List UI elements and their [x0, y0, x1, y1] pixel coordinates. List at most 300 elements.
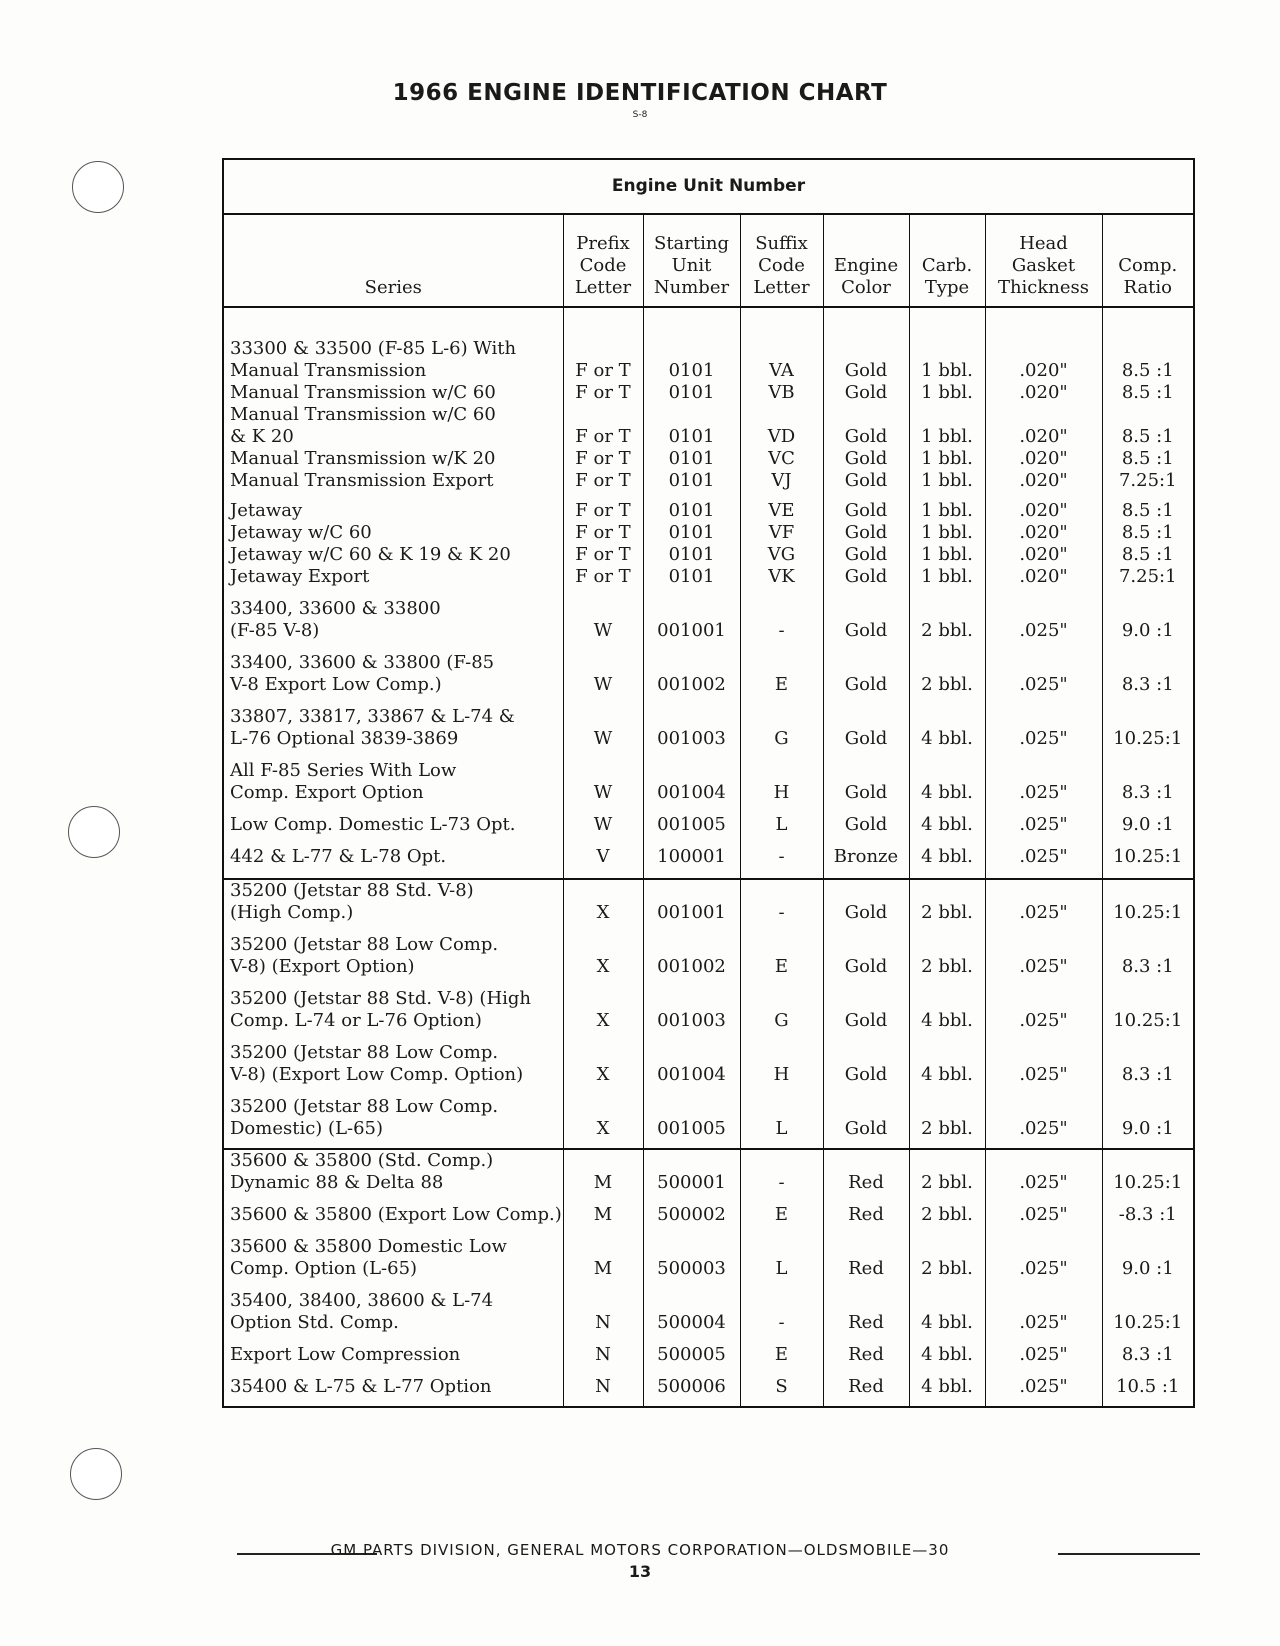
- series-line: Comp. Export Option: [230, 782, 424, 803]
- cell-value: [741, 1290, 823, 1312]
- cell-value: X: [596, 956, 610, 977]
- cell-comp-ratio: [1102, 598, 1193, 652]
- table-row: [224, 879, 1193, 934]
- cell-value: VA: [769, 360, 794, 381]
- series-line: Domestic) (L-65): [230, 1118, 384, 1139]
- cell-value: Bronze: [833, 846, 899, 867]
- series-line: Jetaway w/C 60: [230, 522, 372, 543]
- cell-engine-color: [823, 448, 909, 470]
- cell-suffix-code-letter: [740, 1376, 823, 1406]
- cell-value: [986, 598, 1102, 620]
- cell-value: V: [596, 846, 610, 867]
- series-line: Jetaway Export: [230, 566, 370, 587]
- cell-value: .020": [1019, 544, 1068, 565]
- cell-value: 001005: [657, 1118, 726, 1139]
- page-number: 13: [628, 1562, 652, 1581]
- cell-value: Gold: [844, 620, 888, 641]
- cell-comp-ratio: [1102, 500, 1193, 522]
- cell-engine-color: [823, 934, 909, 988]
- cell-value: 001004: [657, 782, 726, 803]
- cell-value: F or T: [575, 522, 631, 543]
- cell-carb-type: [909, 307, 985, 360]
- cell-carb-type: [909, 879, 985, 934]
- cell-carb-type: [909, 1290, 985, 1344]
- table-row: [224, 760, 1193, 814]
- cell-prefix-code-letter: [563, 598, 643, 652]
- cell-value: F or T: [575, 426, 631, 447]
- cell-suffix-code-letter: [740, 814, 823, 846]
- cell-value: [644, 1042, 740, 1064]
- cell-value: L: [775, 1118, 788, 1139]
- cell-starting-unit-number: [643, 360, 740, 382]
- table-row: [224, 1376, 1193, 1406]
- series-line: Jetaway w/C 60 & K 19 & K 20: [230, 544, 511, 565]
- cell-value: [910, 1290, 985, 1312]
- cell-value: [910, 988, 985, 1010]
- cell-starting-unit-number: [643, 934, 740, 988]
- cell-value: VF: [768, 522, 795, 543]
- series-line: 442 & L-77 & L-78 Opt.: [230, 846, 447, 867]
- page-title: 1966 ENGINE IDENTIFICATION CHART: [392, 80, 888, 106]
- cell-value: [644, 404, 740, 426]
- cell-suffix-code-letter: [740, 760, 823, 814]
- cell-carb-type: [909, 448, 985, 470]
- series-line: & K 20: [230, 426, 294, 447]
- cell-suffix-code-letter: [740, 500, 823, 522]
- cell-value: 8.5 :1: [1121, 448, 1174, 469]
- cell-value: 8.5 :1: [1121, 382, 1174, 403]
- cell-value: -: [778, 1312, 785, 1333]
- cell-value: [741, 1150, 823, 1172]
- cell-carb-type: [909, 1042, 985, 1096]
- cell-engine-color: [823, 1149, 909, 1204]
- cell-value: VJ: [771, 470, 792, 491]
- cell-value: [986, 404, 1102, 426]
- cell-carb-type: [909, 706, 985, 760]
- cell-value: 2 bbl.: [921, 1172, 973, 1193]
- cell-starting-unit-number: [643, 988, 740, 1042]
- cell-head-gasket-thickness: [985, 500, 1102, 522]
- cell-value: 0101: [668, 470, 715, 491]
- cell-value: 2 bbl.: [921, 902, 973, 923]
- cell-value: 10.25:1: [1113, 1312, 1183, 1333]
- cell-value: F or T: [575, 566, 631, 587]
- cell-suffix-code-letter: [740, 307, 823, 360]
- cell-starting-unit-number: [643, 404, 740, 448]
- cell-series: [224, 360, 563, 382]
- cell-engine-color: [823, 760, 909, 814]
- table-row: [224, 382, 1193, 404]
- cell-value: [824, 1236, 909, 1258]
- cell-series: [224, 1042, 563, 1096]
- cell-value: .020": [1019, 382, 1068, 403]
- series-line: 35200 (Jetstar 88 Std. V-8) (High: [230, 988, 532, 1009]
- cell-prefix-code-letter: [563, 814, 643, 846]
- cell-value: 1 bbl.: [921, 360, 973, 381]
- cell-prefix-code-letter: [563, 382, 643, 404]
- cell-prefix-code-letter: [563, 879, 643, 934]
- cell-prefix-code-letter: [563, 1344, 643, 1376]
- cell-value: [824, 404, 909, 426]
- cell-series: [224, 1290, 563, 1344]
- table-row: [224, 500, 1193, 522]
- cell-value: [564, 652, 643, 674]
- cell-head-gasket-thickness: [985, 598, 1102, 652]
- cell-value: 4 bbl.: [921, 814, 973, 835]
- cell-engine-color: [823, 307, 909, 360]
- cell-head-gasket-thickness: [985, 448, 1102, 470]
- cell-value: [564, 1042, 643, 1064]
- cell-comp-ratio: [1102, 404, 1193, 448]
- cell-value: [824, 1042, 909, 1064]
- cell-series: [224, 566, 563, 598]
- cell-value: [824, 598, 909, 620]
- series-line: (F-85 V-8): [230, 620, 320, 641]
- cell-prefix-code-letter: [563, 706, 643, 760]
- cell-carb-type: [909, 470, 985, 500]
- cell-value: .025": [1019, 956, 1068, 977]
- cell-carb-type: [909, 934, 985, 988]
- cell-value: [824, 880, 909, 902]
- cell-suffix-code-letter: [740, 360, 823, 382]
- cell-value: [564, 1150, 643, 1172]
- cell-value: X: [596, 902, 610, 923]
- column-header-prefix-code-letter: [563, 215, 643, 307]
- cell-suffix-code-letter: [740, 1290, 823, 1344]
- cell-value: E: [774, 956, 789, 977]
- engine-identification-table: [222, 158, 1195, 1408]
- cell-comp-ratio: [1102, 1096, 1193, 1149]
- cell-comp-ratio: [1102, 1236, 1193, 1290]
- cell-engine-color: [823, 500, 909, 522]
- series-line: Manual Transmission: [230, 360, 427, 381]
- series-line: 35400, 38400, 38600 & L-74: [230, 1290, 494, 1311]
- cell-value: 1 bbl.: [921, 382, 973, 403]
- cell-prefix-code-letter: [563, 1042, 643, 1096]
- engine-table: [224, 215, 1193, 1406]
- cell-engine-color: [823, 846, 909, 879]
- cell-engine-color: [823, 814, 909, 846]
- cell-head-gasket-thickness: [985, 1204, 1102, 1236]
- column-header-carb-type: [909, 215, 985, 307]
- cell-starting-unit-number: [643, 566, 740, 598]
- cell-carb-type: [909, 500, 985, 522]
- cell-head-gasket-thickness: [985, 879, 1102, 934]
- cell-value: [741, 598, 823, 620]
- cell-prefix-code-letter: [563, 652, 643, 706]
- cell-value: 2 bbl.: [921, 956, 973, 977]
- cell-head-gasket-thickness: [985, 1149, 1102, 1204]
- column-header-line: Ratio: [1123, 277, 1173, 298]
- cell-series: [224, 1236, 563, 1290]
- cell-value: [1103, 1096, 1194, 1118]
- cell-comp-ratio: [1102, 382, 1193, 404]
- cell-starting-unit-number: [643, 522, 740, 544]
- cell-value: Gold: [844, 426, 888, 447]
- cell-comp-ratio: [1102, 814, 1193, 846]
- table-row: [224, 598, 1193, 652]
- cell-value: 8.5 :1: [1121, 500, 1174, 521]
- column-header-line: Prefix: [576, 233, 630, 254]
- cell-engine-color: [823, 652, 909, 706]
- cell-engine-color: [823, 360, 909, 382]
- cell-value: N: [595, 1344, 611, 1365]
- cell-value: [644, 1236, 740, 1258]
- cell-starting-unit-number: [643, 500, 740, 522]
- cell-value: 500004: [657, 1312, 726, 1333]
- cell-value: [564, 760, 643, 782]
- cell-value: [910, 1096, 985, 1118]
- cell-value: 500001: [657, 1172, 726, 1193]
- cell-value: .020": [1019, 360, 1068, 381]
- cell-value: Gold: [844, 522, 888, 543]
- cell-value: [1103, 598, 1194, 620]
- cell-carb-type: [909, 522, 985, 544]
- cell-value: Gold: [844, 1010, 888, 1031]
- cell-value: -: [778, 902, 785, 923]
- series-line: 35400 & L-75 & L-77 Option: [230, 1376, 492, 1397]
- cell-head-gasket-thickness: [985, 1376, 1102, 1406]
- cell-value: M: [593, 1204, 613, 1225]
- cell-value: 7.25:1: [1118, 470, 1177, 491]
- cell-series: [224, 544, 563, 566]
- cell-value: [741, 706, 823, 728]
- cell-value: N: [595, 1312, 611, 1333]
- series-line: All F-85 Series With Low: [230, 760, 457, 781]
- table-row: [224, 566, 1193, 598]
- cell-comp-ratio: [1102, 1149, 1193, 1204]
- cell-value: 0101: [668, 522, 715, 543]
- cell-value: Gold: [844, 814, 888, 835]
- table-row: [224, 814, 1193, 846]
- cell-starting-unit-number: [643, 846, 740, 879]
- cell-value: .020": [1019, 448, 1068, 469]
- cell-prefix-code-letter: [563, 1236, 643, 1290]
- cell-value: .025": [1019, 782, 1068, 803]
- table-row: [224, 522, 1193, 544]
- cell-prefix-code-letter: [563, 1096, 643, 1149]
- series-line: Export Low Compression: [230, 1344, 461, 1365]
- cell-value: .025": [1019, 1312, 1068, 1333]
- cell-suffix-code-letter: [740, 598, 823, 652]
- cell-starting-unit-number: [643, 1344, 740, 1376]
- cell-value: 8.3 :1: [1121, 956, 1174, 977]
- cell-value: .020": [1019, 470, 1068, 491]
- cell-carb-type: [909, 544, 985, 566]
- binder-hole-top: [72, 161, 124, 213]
- column-header-row: [224, 215, 1193, 307]
- cell-head-gasket-thickness: [985, 360, 1102, 382]
- cell-value: [644, 1290, 740, 1312]
- column-header-line: Code: [579, 255, 627, 276]
- cell-value: [741, 988, 823, 1010]
- cell-suffix-code-letter: [740, 652, 823, 706]
- cell-carb-type: [909, 404, 985, 448]
- cell-engine-color: [823, 1204, 909, 1236]
- cell-value: -8.3 :1: [1118, 1204, 1177, 1225]
- cell-value: Gold: [844, 382, 888, 403]
- cell-starting-unit-number: [643, 1204, 740, 1236]
- series-line: Low Comp. Domestic L-73 Opt.: [230, 814, 516, 835]
- cell-value: W: [593, 620, 613, 641]
- cell-value: Red: [848, 1376, 884, 1397]
- column-header-line: Engine: [833, 255, 899, 276]
- cell-value: 4 bbl.: [921, 1064, 973, 1085]
- cell-value: [564, 934, 643, 956]
- column-header-line: Letter: [753, 277, 810, 298]
- cell-value: 001002: [657, 674, 726, 695]
- table-row: [224, 988, 1193, 1042]
- cell-value: [986, 880, 1102, 902]
- cell-starting-unit-number: [643, 760, 740, 814]
- column-header-line: Unit: [671, 255, 712, 276]
- column-header-line: Suffix: [755, 233, 808, 254]
- table-row: [224, 404, 1193, 448]
- cell-value: 4 bbl.: [921, 846, 973, 867]
- cell-value: .025": [1019, 1344, 1068, 1365]
- cell-value: F or T: [575, 470, 631, 491]
- cell-value: [986, 652, 1102, 674]
- cell-prefix-code-letter: [563, 1204, 643, 1236]
- cell-series: [224, 500, 563, 522]
- table-row: [224, 1290, 1193, 1344]
- cell-comp-ratio: [1102, 988, 1193, 1042]
- cell-prefix-code-letter: [563, 522, 643, 544]
- cell-value: 8.3 :1: [1121, 782, 1174, 803]
- cell-suffix-code-letter: [740, 1236, 823, 1290]
- cell-value: .020": [1019, 426, 1068, 447]
- cell-value: [824, 706, 909, 728]
- cell-prefix-code-letter: [563, 1290, 643, 1344]
- cell-value: 4 bbl.: [921, 1312, 973, 1333]
- cell-value: 1 bbl.: [921, 470, 973, 491]
- cell-value: [1103, 1290, 1194, 1312]
- cell-value: VC: [768, 448, 795, 469]
- cell-starting-unit-number: [643, 598, 740, 652]
- cell-value: Gold: [844, 448, 888, 469]
- cell-carb-type: [909, 1344, 985, 1376]
- cell-value: W: [593, 728, 613, 749]
- cell-value: [644, 880, 740, 902]
- series-line: 35200 (Jetstar 88 Std. V-8): [230, 880, 474, 901]
- cell-value: 1 bbl.: [921, 500, 973, 521]
- cell-series: [224, 522, 563, 544]
- cell-value: Gold: [844, 470, 888, 491]
- series-line: V-8) (Export Low Comp. Option): [230, 1064, 524, 1085]
- table-row: [224, 652, 1193, 706]
- cell-value: [910, 706, 985, 728]
- cell-series: [224, 706, 563, 760]
- cell-series: [224, 934, 563, 988]
- cell-value: 1 bbl.: [921, 544, 973, 565]
- series-line: 35600 & 35800 Domestic Low: [230, 1236, 507, 1257]
- cell-value: [910, 1236, 985, 1258]
- cell-engine-color: [823, 544, 909, 566]
- cell-series: [224, 598, 563, 652]
- cell-engine-color: [823, 1290, 909, 1344]
- cell-value: [741, 652, 823, 674]
- cell-value: 4 bbl.: [921, 782, 973, 803]
- cell-engine-color: [823, 1096, 909, 1149]
- series-line: 33300 & 33500 (F-85 L-6) With: [230, 338, 517, 359]
- cell-comp-ratio: [1102, 448, 1193, 470]
- cell-series: [224, 382, 563, 404]
- cell-value: 8.3 :1: [1121, 1064, 1174, 1085]
- cell-value: [986, 988, 1102, 1010]
- cell-value: [986, 1150, 1102, 1172]
- cell-starting-unit-number: [643, 1376, 740, 1406]
- cell-prefix-code-letter: [563, 988, 643, 1042]
- cell-suffix-code-letter: [740, 1204, 823, 1236]
- cell-value: Gold: [844, 674, 888, 695]
- cell-starting-unit-number: [643, 544, 740, 566]
- cell-carb-type: [909, 598, 985, 652]
- cell-suffix-code-letter: [740, 544, 823, 566]
- cell-comp-ratio: [1102, 846, 1193, 879]
- cell-engine-color: [823, 404, 909, 448]
- cell-series: [224, 652, 563, 706]
- cell-value: [1103, 1150, 1194, 1172]
- cell-value: 9.0 :1: [1121, 1258, 1174, 1279]
- cell-value: F or T: [575, 448, 631, 469]
- cell-suffix-code-letter: [740, 1096, 823, 1149]
- cell-value: 8.5 :1: [1121, 360, 1174, 381]
- cell-comp-ratio: [1102, 879, 1193, 934]
- cell-head-gasket-thickness: [985, 814, 1102, 846]
- cell-prefix-code-letter: [563, 360, 643, 382]
- table-row: [224, 307, 1193, 360]
- cell-value: VD: [767, 426, 796, 447]
- cell-value: 8.5 :1: [1121, 544, 1174, 565]
- cell-value: 0101: [668, 500, 715, 521]
- cell-head-gasket-thickness: [985, 652, 1102, 706]
- cell-value: 9.0 :1: [1121, 814, 1174, 835]
- series-line: 33807, 33817, 33867 & L-74 &: [230, 706, 515, 727]
- column-header-line: Thickness: [997, 277, 1090, 298]
- cell-series: [224, 760, 563, 814]
- cell-series: [224, 1149, 563, 1204]
- cell-carb-type: [909, 1096, 985, 1149]
- cell-suffix-code-letter: [740, 706, 823, 760]
- cell-carb-type: [909, 1236, 985, 1290]
- series-line: Manual Transmission Export: [230, 470, 494, 491]
- cell-value: 10.25:1: [1113, 1172, 1183, 1193]
- cell-series: [224, 307, 563, 360]
- column-header-starting-unit-number: [643, 215, 740, 307]
- cell-value: G: [774, 728, 789, 749]
- cell-comp-ratio: [1102, 760, 1193, 814]
- cell-value: F or T: [575, 360, 631, 381]
- table-row: [224, 544, 1193, 566]
- cell-value: 8.5 :1: [1121, 522, 1174, 543]
- cell-series: [224, 846, 563, 879]
- cell-value: -: [778, 1172, 785, 1193]
- cell-suffix-code-letter: [740, 988, 823, 1042]
- cell-value: L: [775, 814, 788, 835]
- cell-value: 0101: [668, 382, 715, 403]
- cell-value: E: [774, 674, 789, 695]
- cell-value: [1103, 404, 1194, 426]
- series-line: 35600 & 35800 (Std. Comp.): [230, 1150, 494, 1171]
- cell-value: 500002: [657, 1204, 726, 1225]
- cell-value: [644, 1096, 740, 1118]
- cell-value: [986, 1042, 1102, 1064]
- cell-comp-ratio: [1102, 1204, 1193, 1236]
- cell-value: [910, 934, 985, 956]
- cell-carb-type: [909, 360, 985, 382]
- cell-value: [986, 1236, 1102, 1258]
- footer-text: GM PARTS DIVISION, GENERAL MOTORS CORPORATION—OLDSMOBILE—30: [330, 1541, 950, 1559]
